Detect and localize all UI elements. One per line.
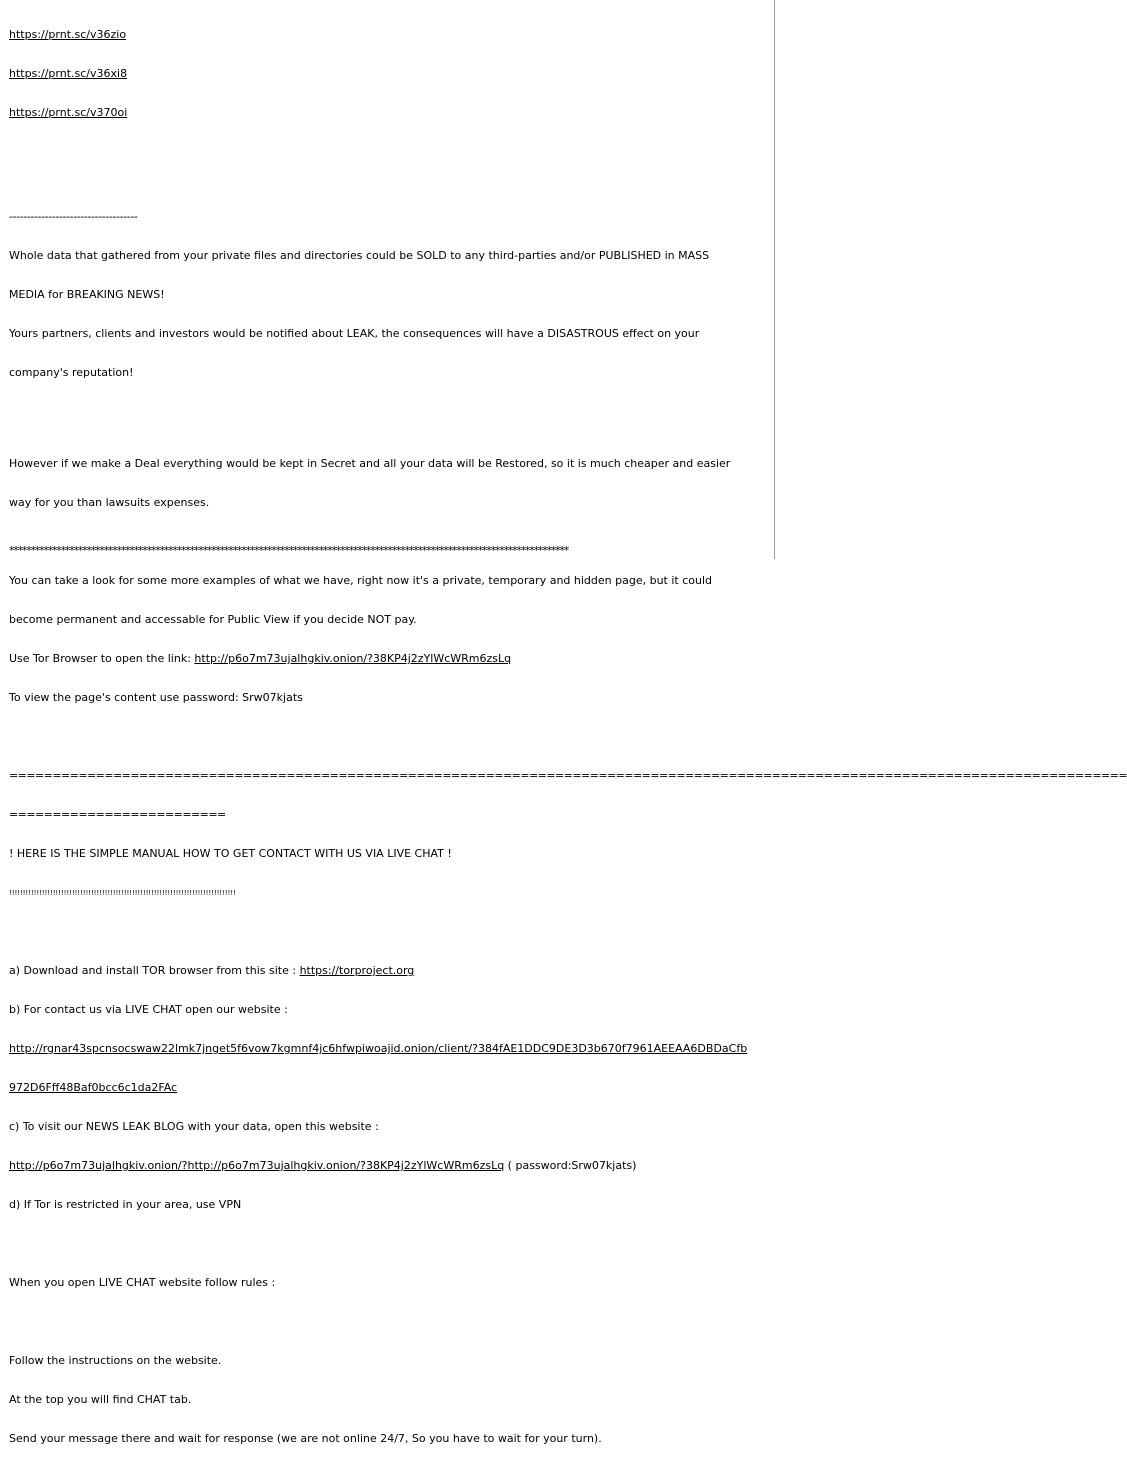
rule-2: At the top you will find CHAT tab. [9,1393,192,1406]
password-line: To view the page's content use password: Srw07kjats [9,691,303,704]
equals-divider-2: ========================= [9,808,226,821]
screenshot-link-1[interactable]: https://prnt.sc/v36zio [9,28,127,41]
step-c-line: c) To visit our NEWS LEAK BLOG with your data, open this website : [9,1120,379,1133]
torproject-link[interactable]: https://torproject.org [299,964,415,977]
link-line-3 [9,106,779,119]
screenshot-link-2[interactable]: https://prnt.sc/v36xi8 [9,67,128,80]
step-b-line: b) For contact us via LIVE CHAT open our website : [9,1003,288,1016]
chat-link-line-2 [9,1081,779,1094]
leak-blog-link[interactable]: http://p6o7m73ujalhgkiv.onion/?http://p6o7m73ujalhgkiv.onion/?38KP4j2zYlWcWRm6zsLq [9,1159,505,1172]
tor-link-prefix: Use Tor Browser to open the link: [9,652,195,665]
step-a-text: a) Download and install TOR browser from this site : [9,964,300,977]
equals-divider-1: ================================================================================================================================= [9,769,1127,782]
paragraph-1-line-2: MEDIA for BREAKING NEWS! [9,288,165,301]
paragraph-4-line-1: You can take a look for some more examples of what we have, right now it's a private, temporary and hidden page, but it could [9,574,713,587]
ransom-note-text [9,2,1127,1471]
spacer [9,145,779,184]
chat-link-line-1 [9,1042,779,1055]
tor-onion-link[interactable]: http://p6o7m73ujalhgkiv.onion/?38KP4j2zYlWcWRm6zsLq [194,652,512,665]
blog-password-text: ( password:Srw07kjats) [504,1159,637,1172]
spacer [9,1237,779,1250]
live-chat-link-part-1[interactable]: http://rgnar43spcnsocswaw22lmk7jnget5f6vow7kgmnf4jc6hfwpiwoajid.onion/client/?384fAE1DDC9DE3D3b670f7961AEEAA6DBDaCfb [9,1042,748,1055]
star-divider: ********************************************************************************************************************************** [9,544,569,557]
screenshot-link-3[interactable]: https://prnt.sc/v370oi [9,106,128,119]
step-d-line: d) If Tor is restricted in your area, use VPN [9,1198,242,1211]
paragraph-2-line-1: Yours partners, clients and investors would be notified about LEAK, the consequences will have a DISASTROUS effect on your [9,327,700,340]
paragraph-4-line-2: become permanent and accessable for Public View if you decide NOT pay. [9,613,417,626]
paragraph-3-line-2: way for you than lawsuits expenses. [9,496,210,509]
blog-link-line [9,1159,779,1172]
spacer [9,405,779,431]
manual-heading: ! HERE IS THE SIMPLE MANUAL HOW TO GET CONTACT WITH US VIA LIVE CHAT ! [9,847,452,860]
paragraph-2-line-2: company's reputation! [9,366,134,379]
rule-1: Follow the instructions on the website. [9,1354,222,1367]
rule-3: Send your message there and wait for response (we are not online 24/7, So you have to wait for your turn). [9,1432,602,1445]
link-line-2 [9,67,779,80]
paragraph-3-line-1: However if we make a Deal everything would be kept in Secret and all your data will be Restored, so it is much cheaper and easier [9,457,731,470]
tor-link-line [9,652,779,665]
rules-intro: When you open LIVE CHAT website follow rules : [9,1276,276,1289]
dash-divider: ------------------------------------ [9,210,138,223]
spacer [9,730,779,743]
spacer [9,925,779,938]
live-chat-link-part-2[interactable]: 972D6Fff48Baf0bcc6c1da2FAc [9,1081,178,1094]
paragraph-1-line-1: Whole data that gathered from your private files and directories could be SOLD to any third-parties and/or PUBLISHED in MASS [9,249,710,262]
step-a-line [9,964,779,977]
link-line-1 [9,28,779,41]
spacer [9,1315,779,1328]
bang-divider: !!!!!!!!!!!!!!!!!!!!!!!!!!!!!!!!!!!!!!!!!!!!!!!!!!!!!!!!!!!!!!!!!!!!!!!!!!!!!!!!!!! [9,888,236,897]
